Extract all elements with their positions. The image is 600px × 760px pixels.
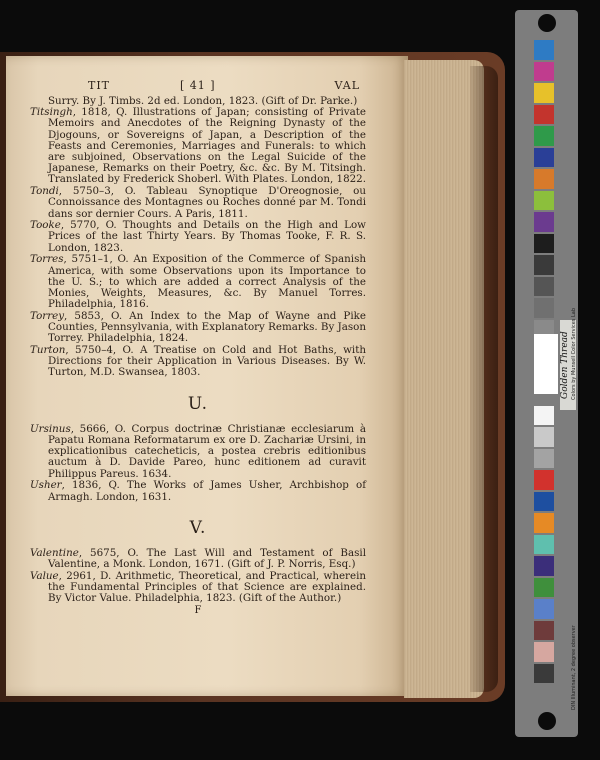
mount-hole-icon (538, 14, 556, 32)
entry-body: , 5750–3, O. Tableau Synoptique D'Oreognosie, ou Connoissance des Montagnes ou Roches donné par M. Tondi dans sor dernier Cours. A Paris, 1811. (48, 185, 366, 220)
section-heading-v: V. (189, 517, 207, 538)
entry-head: Tooke (30, 219, 61, 232)
color-swatch (534, 298, 554, 318)
color-swatch (534, 148, 554, 168)
entry-tooke (30, 220, 366, 254)
page-number: [ 41 ] (180, 79, 216, 92)
color-swatch (534, 255, 554, 275)
color-swatch (534, 578, 554, 598)
entry-body: , 5751–1, O. An Exposition of the Commerce of Spanish America, with some Observations upon its Importance to the U. S.; to which are added a correct Analysis of the Monies, Weights, Measures, &c. By Manuel Torres. Philadelphia, 1816. (48, 253, 366, 311)
color-swatch (534, 513, 554, 533)
color-swatch (534, 62, 554, 82)
color-swatch (534, 169, 554, 189)
entry-value (30, 571, 366, 605)
color-swatch (534, 212, 554, 232)
entry-surry-continuation: Surry. By J. Timbs. 2d ed. London, 1823. (Gift of Dr. Parke.) (48, 95, 358, 107)
entry-valentine (30, 548, 366, 570)
entry-head: Turton (30, 343, 66, 356)
mount-hole-icon (538, 712, 556, 730)
entry-tondi (30, 186, 366, 220)
entry-head: Torrey (30, 309, 65, 322)
color-swatch (534, 105, 554, 125)
color-swatch (534, 535, 554, 555)
page-edges-shadow (470, 66, 498, 692)
color-swatch (534, 449, 554, 469)
running-head-right: VAL (334, 79, 360, 92)
color-swatch (534, 556, 554, 576)
color-swatch (534, 83, 554, 103)
color-checker-bottom-text: DIN Illuminant, 2 degree observer (571, 625, 577, 710)
entry-head: Ursinus (30, 422, 71, 435)
running-head (30, 80, 366, 96)
entry-head: Usher (30, 479, 62, 492)
color-checker-side-text: Colors by Munsell Color Services Lab (571, 307, 577, 400)
entry-head: Titsingh (30, 106, 73, 119)
entry-body: , 2961, D. Arithmetic, Theoretical, and Practical, wherein the Fundamental Principles of that Science are explained. By Victor Value. Philadelphia, 1823. (Gift of the Author.) (48, 569, 366, 605)
entry-titsingh (30, 107, 366, 185)
entry-body: , 5666, O. Corpus doctrinæ Christianæ ecclesiarum à Papatu Romana Reformatarum ex ore D. Zachariæ Ursini, in explicationibus catecheticis, a postea crebris editionibus auctum à D. Davide Pareo, hunc editionem ad curavit Philippus Pareus. 1634. (48, 422, 366, 480)
entry-head: Value (30, 569, 59, 582)
entry-ursinus (30, 424, 366, 480)
running-head-left: TIT (88, 79, 111, 92)
entry-torrey (30, 311, 366, 345)
color-swatch (534, 470, 554, 490)
entry-head: Tondi (30, 185, 59, 198)
color-swatch (534, 277, 554, 297)
entry-body: , 5750–4, O. A Treatise on Cold and Hot Baths, with Directions for their Application in Various Diseases. By W. Turton, M.D. Swansea, 1803. (48, 343, 366, 379)
color-swatch (534, 621, 554, 641)
color-swatch (534, 191, 554, 211)
entry-body: , 5853, O. An Index to the Map of Wayne and Pike Counties, Pennsylvania, with Explanatory Remarks. By Jason Torrey. Philadelphia, 1824. (48, 309, 366, 345)
color-swatch (534, 406, 554, 426)
entry-body: , 5770, O. Thoughts and Details on the High and Low Prices of the last Thirty Years. By Thomas Tooke, F. R. S. London, 1823. (48, 219, 366, 254)
color-swatch (534, 40, 554, 60)
color-swatch (534, 642, 554, 662)
entry-body: , 1818, Q. Illustrations of Japan; consisting of Private Memoirs and Anecdotes of the Reigning Dynasty of the Djogouns, or Sovereigns of Japan, a Description of the Feasts and Ceremonies, Marriages and Funerals: to which are subjoined, Observations on the Legal Suicide of the Japanese, Remarks on their Poetry, &c. &c. By M. Titsingh. Translated by Frederick Shoberl. With Plates. London, 1822. (48, 106, 367, 186)
color-swatch (534, 599, 554, 619)
color-swatch (534, 492, 554, 512)
entry-head: Torres (30, 253, 64, 266)
color-swatch (534, 126, 554, 146)
entry-head: Valentine (30, 546, 79, 559)
section-heading-u: U. (187, 393, 209, 414)
entry-body: , 5675, O. The Last Will and Testament of Basil Valentine, a Monk. London, 1671. (Gift of J. P. Norris, Esq.) (48, 546, 366, 571)
page-text (30, 80, 366, 617)
color-swatch (534, 664, 554, 684)
entry-torres (30, 254, 366, 310)
entry-body: , 1836, Q. The Works of James Usher, Archbishop of Armagh. London, 1631. (48, 479, 366, 503)
color-swatch (534, 234, 554, 254)
registration-target (534, 334, 558, 394)
signature-mark: F (194, 605, 202, 617)
color-swatch (534, 427, 554, 447)
color-checker-brand: Golden Thread (560, 320, 576, 410)
entry-turton (30, 345, 366, 379)
entry-usher (30, 480, 366, 502)
